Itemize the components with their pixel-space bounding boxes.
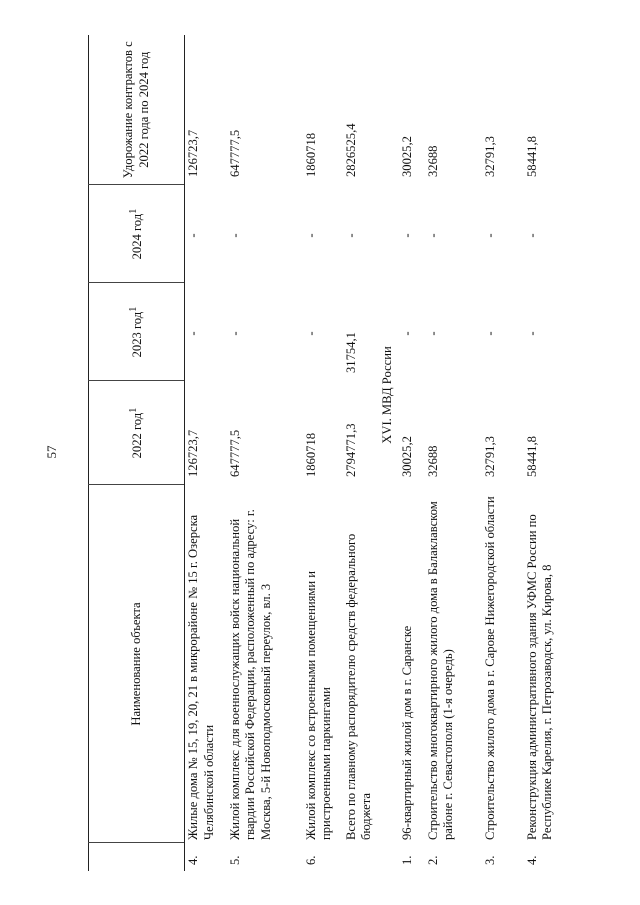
value-increase: 32688 <box>425 145 440 177</box>
value-2022: 1860718 <box>303 432 318 477</box>
header-increase: Удорожание контрактов с 2022 года по 2024 год <box>89 35 185 185</box>
object-name: Всего по главному распорядителю средств федерального бюджета <box>343 533 374 840</box>
value-2022: 126723,7 <box>186 429 200 477</box>
value-2022: 2794771,3 <box>343 423 358 477</box>
table-row <box>482 35 524 871</box>
value-2024: - <box>343 233 358 238</box>
value-2023: - <box>399 331 414 336</box>
section-heading-row <box>380 35 400 871</box>
value-2024: - <box>186 233 200 238</box>
value-2024: - <box>524 233 539 238</box>
table-row-total <box>343 35 380 871</box>
value-2022: 58441,8 <box>524 436 539 477</box>
row-number: 4. <box>186 855 200 865</box>
object-name: Строительство жилого дома в г. Сарове Нижегородской области <box>482 496 497 840</box>
value-2022: 30025,2 <box>399 436 414 477</box>
object-name: Строительство многоквартирного жилого дома в Балаклавском районе г. Севастополя (1-я очередь) <box>425 501 456 840</box>
header-name: Наименование объекта <box>89 485 185 843</box>
value-increase: 32791,3 <box>482 136 497 177</box>
table-row <box>524 35 580 871</box>
object-name: Реконструкция административного здания УФМС России по Республике Карелия, г. Петрозаводск, ул. Кирова, 8 <box>524 514 555 840</box>
row-number: 3. <box>482 855 497 865</box>
row-number: 5. <box>227 855 242 865</box>
value-2022: 32791,3 <box>482 436 497 477</box>
row-number: 2. <box>425 855 440 865</box>
row-number <box>343 843 380 871</box>
table-row <box>303 35 343 871</box>
value-2023: - <box>186 331 200 336</box>
header-2024: 2024 год$^1$ <box>89 185 185 283</box>
value-increase: 126723,7 <box>186 129 200 177</box>
value-2024: - <box>425 233 440 238</box>
object-name: Жилой комплекс для военнослужащих войск национальной гвардии Российской Федерации, расположенный по адресу: г. Москва, 5-й Новоподмосковный переулок, вл. 3 <box>227 509 273 840</box>
object-name: 96-квартирный жилой дом в г. Саранске <box>399 625 414 840</box>
page-number: 57 <box>44 445 59 459</box>
value-2023: - <box>303 331 318 336</box>
row-number: 1. <box>399 855 414 865</box>
rotated-table-container <box>88 35 555 871</box>
value-increase: 1860718 <box>303 132 318 177</box>
header-number <box>89 843 185 871</box>
value-increase: 647777,5 <box>227 129 242 177</box>
contracts-table <box>88 35 580 871</box>
value-increase: 2826525,4 <box>343 123 358 177</box>
value-increase: 30025,2 <box>399 136 414 177</box>
value-increase: 58441,8 <box>524 136 539 177</box>
table-row <box>426 35 482 871</box>
value-2024: - <box>399 233 414 238</box>
table-row <box>227 35 303 871</box>
value-2022: 32688 <box>425 445 440 477</box>
value-2023: 31754,1 <box>343 332 358 373</box>
object-name: Жилой комплекс со встроенными помещениями и пристроенными паркингами <box>303 571 334 840</box>
object-name: Жилые дома № 15, 19, 20, 21 в микрорайоне № 15 г. Озерска Челябинской области <box>186 514 216 840</box>
row-number: 6. <box>303 855 318 865</box>
section-title: XVI. МВД России <box>379 346 394 444</box>
table-row <box>185 35 227 871</box>
value-2024: - <box>482 233 497 238</box>
value-2022: 647777,5 <box>227 429 242 477</box>
table-header-row <box>89 35 185 871</box>
header-2023: 2023 год$^1$ <box>89 283 185 381</box>
value-2023: - <box>425 331 440 336</box>
table-row <box>400 35 426 871</box>
value-2024: - <box>303 233 318 238</box>
value-2023: - <box>482 331 497 336</box>
row-number: 4. <box>524 855 539 865</box>
value-2023: - <box>524 331 539 336</box>
value-2024: - <box>227 233 242 238</box>
value-2023: - <box>227 331 242 336</box>
header-2022: 2022 год$^1$ <box>89 381 185 485</box>
